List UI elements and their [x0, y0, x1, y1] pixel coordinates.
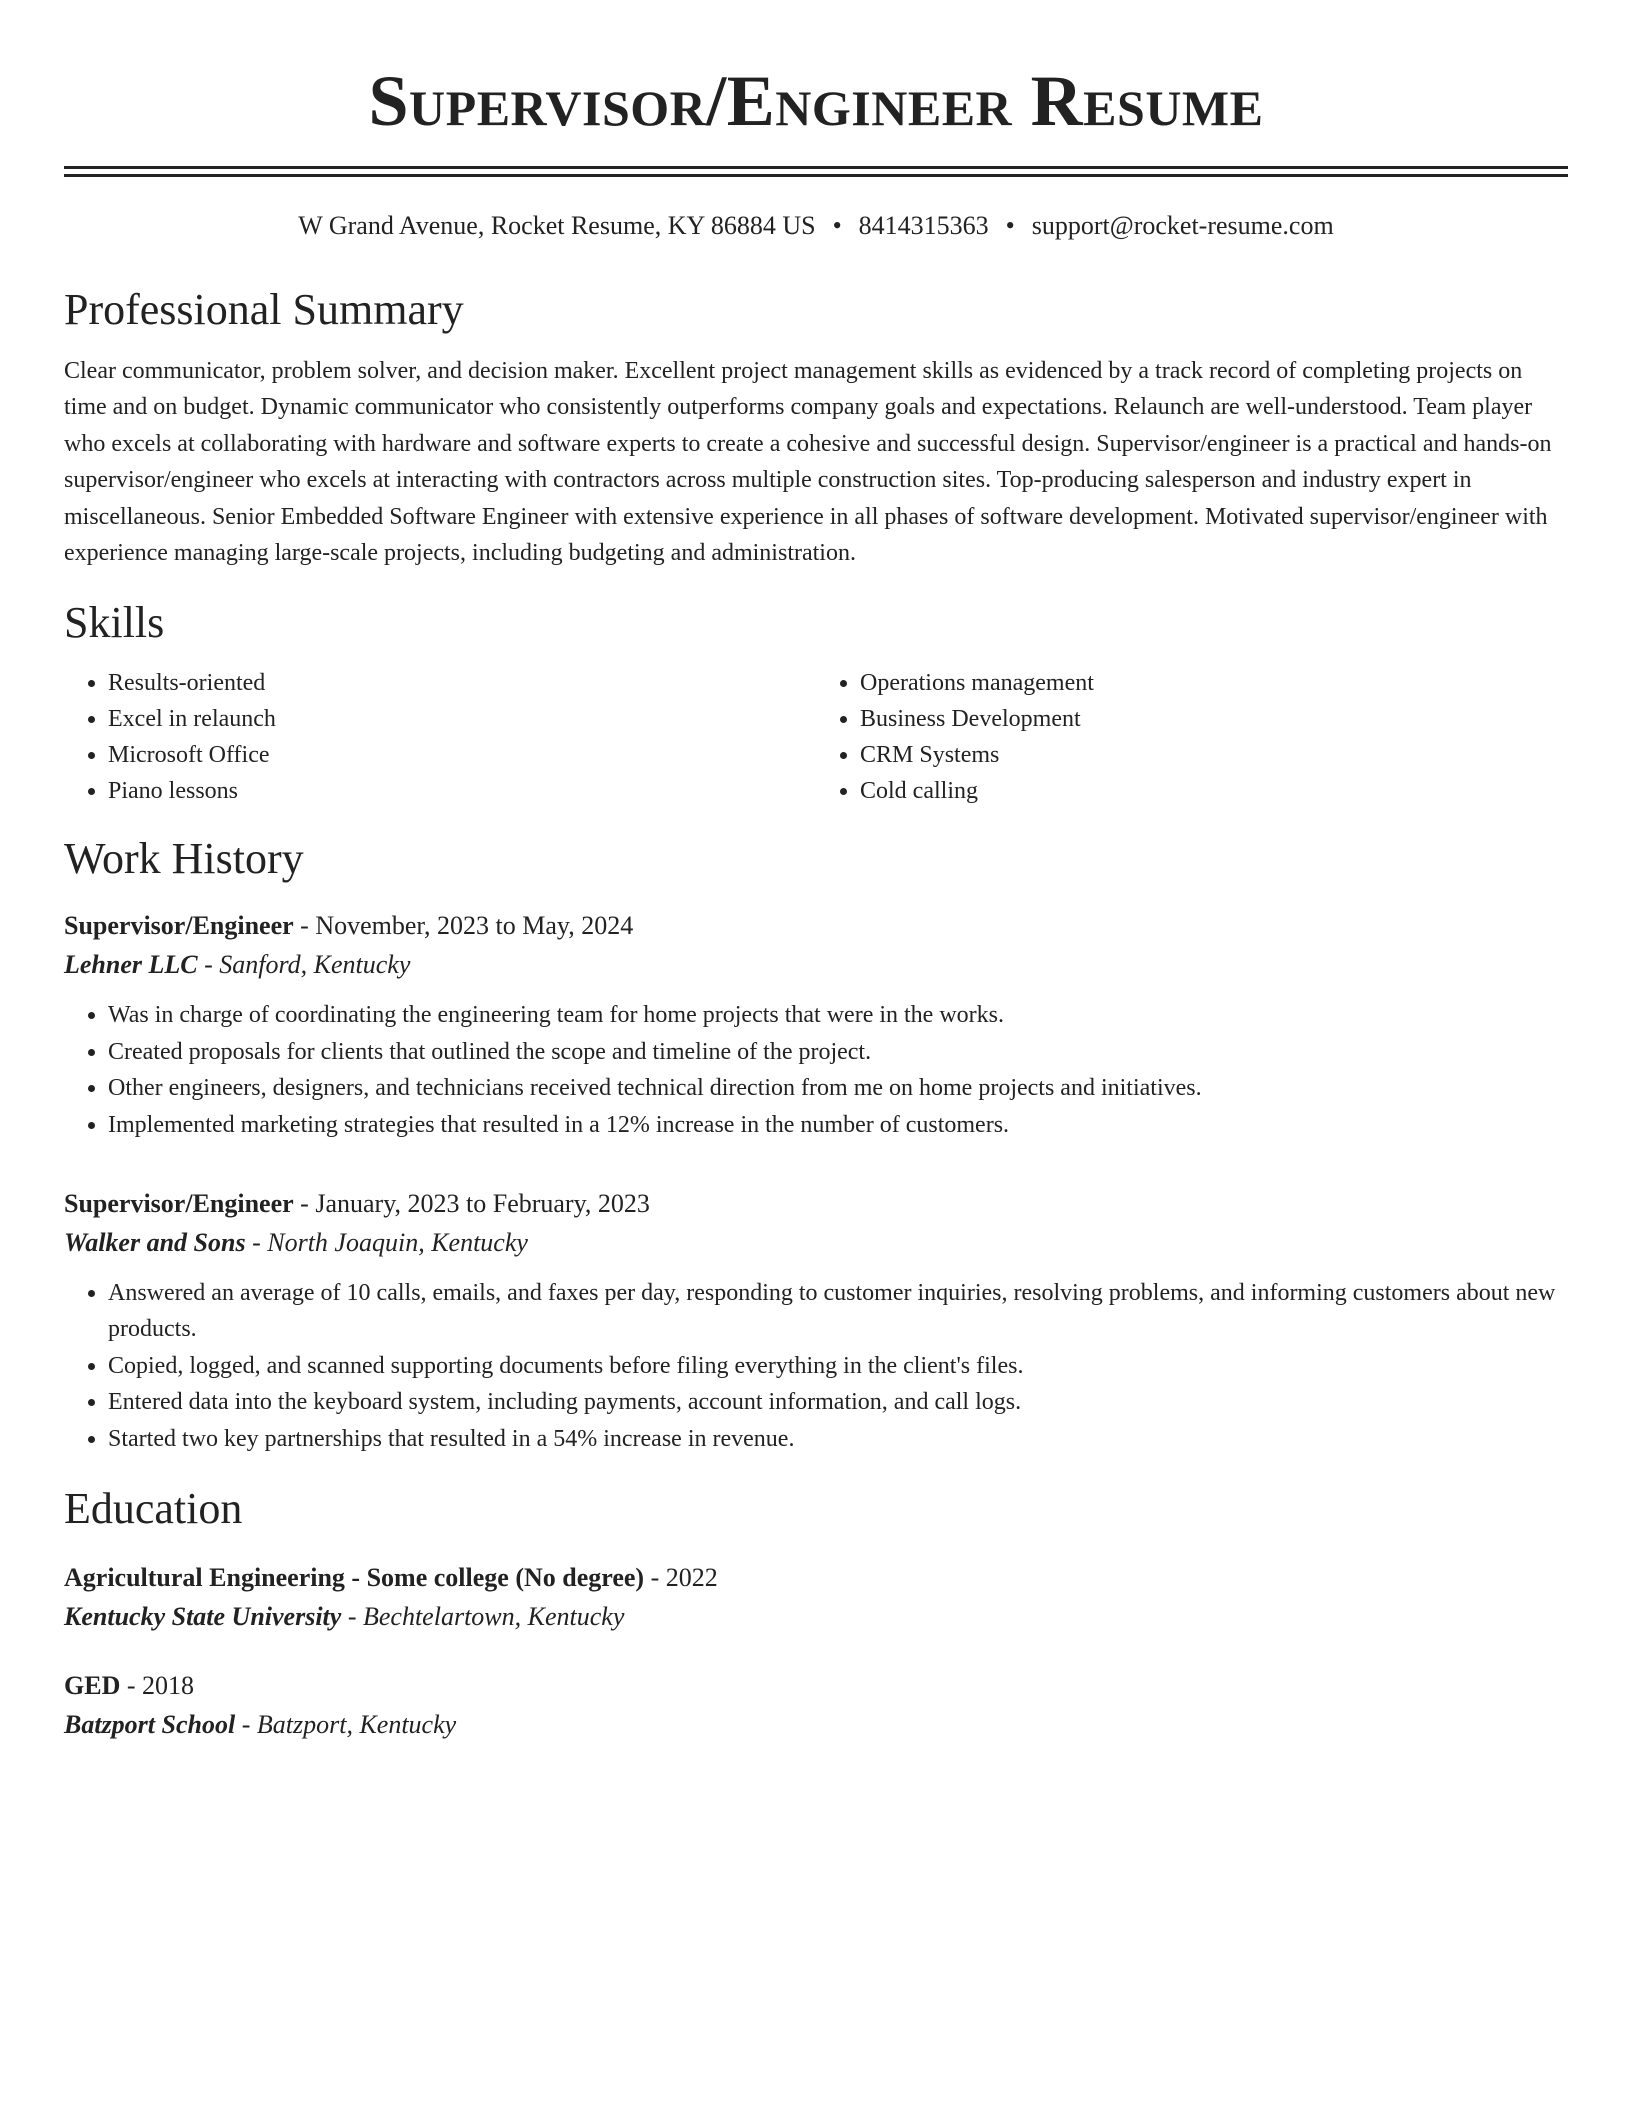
job-bullet: • Created proposals for clients that outlined the scope and timeline of the project.: [108, 1034, 1568, 1070]
skill-item: • Results-oriented: [108, 665, 816, 701]
job-dates: January, 2023 to February, 2023: [315, 1189, 650, 1219]
job-entry: [64, 1185, 1568, 1457]
skill-item: • Piano lessons: [108, 773, 816, 809]
resume-title: Supervisor/Engineer Resume: [368, 61, 1264, 141]
skill-item: • Excel in relaunch: [108, 701, 816, 737]
job-title: Supervisor/Engineer: [64, 1189, 294, 1219]
education-entry: [64, 1667, 1568, 1745]
skill-item: • Business Development: [860, 701, 1568, 737]
skills-column-right: [816, 665, 1568, 809]
skill-item: • CRM Systems: [860, 737, 1568, 773]
job-company: Lehner LLC: [64, 950, 198, 980]
skills-column-left: [64, 665, 816, 809]
contact-separator: •: [1005, 211, 1015, 240]
contact-line: [64, 210, 1568, 242]
education-school-line: Kentucky State University - Bechtelartown, Kentucky: [64, 1602, 625, 1632]
education-degree: GED: [64, 1671, 121, 1701]
skill-item: • Cold calling: [860, 773, 1568, 809]
education-heading: Education: [64, 1484, 243, 1534]
education-year: 2018: [142, 1671, 195, 1701]
job-bullet: • Other engineers, designers, and technicians received technical direction from me on home projects and initiatives.: [108, 1070, 1568, 1106]
skill-item: • Microsoft Office: [108, 737, 816, 773]
summary-heading: Professional Summary: [64, 285, 464, 334]
contact-email: support@rocket-resume.com: [1031, 211, 1334, 240]
education-degree-line: GED - 2018: [64, 1671, 195, 1701]
job-company: Walker and Sons: [64, 1228, 246, 1258]
job-dates: November, 2023 to May, 2024: [315, 911, 634, 941]
title-divider: [64, 166, 1568, 177]
job-role-line: Supervisor/Engineer - November, 2023 to May, 2024: [64, 911, 634, 941]
job-bullet: • Copied, logged, and scanned supporting documents before filing everything in the client's files.: [108, 1348, 1568, 1384]
education-entry: [64, 1559, 1568, 1637]
education-location: Bechtelartown, Kentucky: [363, 1602, 625, 1632]
education-degree: Agricultural Engineering - Some college (No degree): [64, 1563, 645, 1593]
skills-list: [64, 665, 1568, 809]
job-location: North Joaquin, Kentucky: [267, 1228, 528, 1258]
job-bullets: [64, 1275, 1568, 1457]
job-company-line: Walker and Sons - North Joaquin, Kentucky: [64, 1228, 528, 1258]
education-degree-line: Agricultural Engineering - Some college (No degree) - 2022: [64, 1563, 718, 1593]
education-school-line: Batzport School - Batzport, Kentucky: [64, 1710, 457, 1740]
work-history-heading: Work History: [64, 834, 304, 884]
job-bullet: • Answered an average of 10 calls, emails, and faxes per day, responding to customer inquiries, resolving problems, and informing customers about new products.: [108, 1275, 1568, 1348]
summary-text: Clear communicator, problem solver, and decision maker. Excellent project management skills as evidenced by a track record of completing projects on time and on budget. Dynamic communicator who consistently outperforms company goals and expectations. Relaunch are well-understood. Team player who excels at collaborating with hardware and software experts to create a cohesive and successful design. Supervisor/engineer is a practical and hands-on supervisor/engineer who excels at interacting with contractors across multiple construction sites. Top-producing salesperson and industry expert in miscellaneous. Senior Embedded Software Engineer with extensive experience in all phases of software development. Motivated supervisor/engineer with experience managing large-scale projects, including budgeting and administration.: [64, 358, 1552, 567]
education-location: Batzport, Kentucky: [256, 1710, 457, 1740]
skill-item: • Operations management: [860, 665, 1568, 701]
job-location: Sanford, Kentucky: [219, 950, 411, 980]
job-role-line: Supervisor/Engineer - January, 2023 to February, 2023: [64, 1189, 650, 1219]
job-bullet: • Entered data into the keyboard system, including payments, account information, and call logs.: [108, 1384, 1568, 1420]
education-school: Kentucky State University: [64, 1602, 342, 1632]
education-school: Batzport School: [64, 1710, 236, 1740]
contact-phone: 8414315363: [858, 211, 989, 240]
job-entry: [64, 907, 1568, 1143]
job-bullets: [64, 997, 1568, 1143]
job-bullet: • Implemented marketing strategies that resulted in a 12% increase in the number of customers.: [108, 1107, 1568, 1143]
skills-heading: Skills: [64, 598, 165, 648]
contact-address: W Grand Avenue, Rocket Resume, KY 86884 US: [298, 211, 816, 240]
job-company-line: Lehner LLC - Sanford, Kentucky: [64, 950, 411, 980]
job-title: Supervisor/Engineer: [64, 911, 294, 941]
job-bullet: • Started two key partnerships that resulted in a 54% increase in revenue.: [108, 1421, 1568, 1457]
education-year: 2022: [665, 1563, 718, 1593]
job-bullet: • Was in charge of coordinating the engineering team for home projects that were in the works.: [108, 997, 1568, 1033]
contact-separator: •: [832, 211, 842, 240]
